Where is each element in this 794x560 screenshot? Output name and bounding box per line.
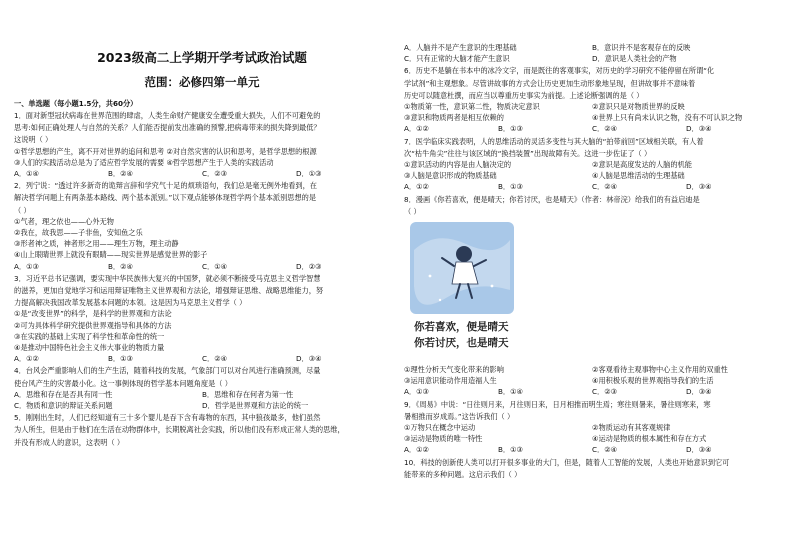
statement-option: ①是“改变世界”的科学，是科学的世界观和方法论 (14, 309, 172, 319)
choice-d: D．③④ (296, 354, 322, 364)
statement-option: ④世界上只有尚未认识之物，没有不可认识之物 (592, 113, 743, 123)
choice-row (404, 444, 780, 455)
question-10 (404, 457, 780, 480)
choice-a: A．思维和存在是否具有同一性 (14, 389, 113, 399)
question-text: 能带来的多种问题。这启示我们（ ） (404, 469, 522, 479)
question-text: 2．列宁说：“透过许多新奇的诡辩言辞和学究气十足的烦琐语句，我们总是毫无例外地看到，在 (14, 181, 317, 191)
question-text: 为人所生，但是由于他们在生活在动物群体中，长期脱离社会实践，所以他们没有形成正常人类的思维， (14, 425, 345, 435)
choice-b: B．意识并不是客观存在的反映 (592, 43, 691, 52)
question-text: 暑相推而岁成焉。”这告诉我们（ ） (404, 411, 515, 421)
statement-option: ③运动是物质的唯一特性 (404, 434, 483, 444)
question-6 (404, 65, 780, 134)
statement-row (404, 101, 780, 112)
statement-option: ④山上眼睛世界上就没有眼睛——现实世界是感觉世界的影子 (14, 250, 208, 260)
choice-b: B．①③ (108, 354, 134, 364)
choice-a: A．①③ (14, 261, 39, 271)
choice-c: C．②④ (592, 445, 618, 455)
question-text: （ ） (14, 205, 31, 215)
statement-option: ②意识是高度发达的人脑的机能 (592, 160, 692, 170)
choice-c: C．只有正常的大脑才能产生意识 (404, 54, 510, 64)
statement-row (404, 422, 780, 433)
statement-option: ③运用意识能动作用造福人生 (404, 376, 497, 386)
statement-option: ②可为具体科学研究提供世界观指导和具体的方法 (14, 320, 172, 330)
cartoon-raindrop (491, 285, 494, 288)
choice-c: C．物质和意识的辩证关系问题 (14, 401, 113, 411)
question-text: 7．医学临床实践表明，人的思维活动的灵活多变性与其大脑的“拍带前回”区域相关联，有人着 (404, 136, 704, 146)
choice-c: C．②④ (592, 124, 618, 134)
question-5 (14, 412, 390, 448)
choice-row (404, 53, 780, 64)
choice-a: A．①② (404, 445, 429, 455)
cartoon-illustration (406, 220, 518, 358)
question-8 (404, 194, 780, 398)
question-4 (14, 365, 390, 411)
choice-a: A．①③ (404, 387, 429, 397)
choice-b: B．①③ (498, 182, 524, 192)
statement-option: ④用积极乐观的世界观指导我们的生活 (592, 376, 714, 386)
question-text: 解决哲学问题上有两条基本路线、两个基本派别。”以下观点能够体现哲学两个基本派别思想的是 (14, 193, 317, 203)
choice-row (404, 386, 780, 397)
statement-option: ④运动是物质的根本属性和存在方式 (592, 434, 707, 444)
question-9 (404, 399, 780, 456)
question-text: 10．科技的创新使人类可以打开很多事业的大门，但是，随着人工智能的发展，人类也开始意识到它可 (404, 457, 730, 467)
question-text: 次“枯牛角尖”往往与该区域的“换挡装置”出现故障有关。这进一步佐证了（ ） (404, 148, 652, 158)
choice-d: D．③④ (686, 445, 712, 455)
question-2 (14, 180, 390, 272)
cartoon-girl-head (456, 246, 472, 262)
question-text: 历史可以随意杜撰，而应当以尊重历史事实为前提。上述论断强调的是（ ） (404, 90, 644, 100)
choice-c: C．②④ (202, 354, 228, 364)
choice-a: A．①② (14, 354, 39, 364)
choice-row (14, 353, 390, 364)
question-3 (14, 273, 390, 365)
question-7 (404, 136, 780, 193)
statement-option: ③形者神之质，神者形之用——理生万物，理主动静 (14, 239, 179, 249)
statement-option: ①理性分析天气变化带来的影响 (404, 365, 504, 375)
choice-d: D．意识是人类社会的产物 (592, 54, 677, 64)
statement-option: ②物质运动有其客观规律 (592, 423, 671, 433)
question-text: （ ） (404, 206, 421, 216)
statement-row (404, 375, 780, 386)
choice-c: C．②③ (592, 387, 618, 397)
choice-row (404, 42, 780, 53)
choice-row (14, 389, 390, 400)
choice-d: D．哲学是世界观和方法论的统一 (202, 401, 309, 411)
choice-c: C．②④ (592, 182, 618, 192)
question-text: 1．面对新型冠状病毒在世界范围的肆虐，人类生命财产健康安全遭受重大损失，人们不可避免的 (14, 111, 321, 120)
question-text: 并没有形成人的意识，这表明（ ） (14, 437, 125, 447)
choice-a: A．人脑并不是产生意识的生理基础 (404, 43, 517, 52)
choice-d: D．③④ (686, 182, 712, 192)
cartoon-caption-line-1: 你若喜欢，便是晴天 (414, 321, 509, 334)
statement-option: ③在实践的基础上实现了科学性和革命性的统一 (14, 331, 165, 341)
statement-row (404, 433, 780, 444)
statement-row (404, 170, 780, 181)
statement-option: ③意识和物质两者是相互依赖的 (404, 113, 504, 123)
statement-option: ①哲学思想的产生，离不开对世界的追问和思考 ②对自然灾害的认识和思考，是哲学思想的根源 (14, 146, 317, 156)
question-text: 9．《周易》中说：“日往则月来，月往则日来，日月相推而明生焉；寒往则暑来，暑往则寒来，寒 (404, 399, 711, 409)
statement-option: ①物质第一性，意识第二性，物质决定意识 (404, 102, 540, 112)
statement-option: ③人脑是意识形成的物质基础 (404, 171, 497, 181)
choice-row (404, 181, 780, 192)
right-column (404, 0, 780, 480)
choice-d: D．③④ (686, 124, 712, 134)
statement-row (404, 112, 780, 123)
question-text: 8．漫画《你若喜欢，便是晴天；你若讨厌，也是晴天》（作者：林帝浣）给我们的有益启迪是 (404, 194, 700, 204)
question-text: 力提高解决我国改革发展基本问题的本领。这是因为马克思主义哲学（ ） (14, 298, 247, 308)
question-text: 思考:如何正确处理人与自然的关系？人们能否提前发出准确的预警,把病毒带来的损失降到最低？ (14, 123, 321, 133)
choice-d: D．③④ (686, 387, 712, 397)
question-text: 的滋养，更加自觉地学习和运用辩证唯物主义世界观和方法论，增强辩证思维、战略思维能力，努 (14, 286, 324, 296)
choice-b: B．①③ (498, 124, 524, 134)
statement-option: ②我在，故我思——子非鱼，安知鱼之乐 (14, 228, 143, 238)
left-column (14, 0, 390, 448)
choice-b: B．②④ (108, 261, 134, 271)
exam-title: 2023级高二上学期开学考试政治试题 (97, 50, 307, 65)
choice-b: B．①③ (498, 445, 524, 455)
choice-b: B．②④ (108, 169, 134, 179)
statement-option: ②客观看待主观事物中心主义作用的双重性 (592, 365, 728, 375)
statement-option: ④人脑是思维活动的生理基础 (592, 171, 685, 181)
question-text: 6．历史不是躺在书本中的冰冷文字，而是既往的客观事实，对历史的学习研究不能停留在所谓“化 (404, 66, 715, 76)
exam-scope: 范围：必修四第一单元 (144, 75, 260, 89)
cartoon-raindrop (439, 299, 441, 301)
choice-c: C．①④ (202, 261, 228, 271)
cartoon-caption-line-2: 你若讨厌，也是晴天 (414, 337, 509, 350)
choice-b: B．①④ (498, 387, 524, 397)
statement-option: ①意识活动的内容是由人脑决定的 (404, 160, 512, 170)
choice-c: C．②③ (202, 169, 228, 179)
choice-d: D．②③ (296, 261, 322, 271)
statement-option: ④是推动中国特色社会主义伟大事业的物质力量 (14, 343, 165, 353)
question-text: 使台风产生的灾害最小化。这一事例体现的哲学基本问题角度是（ ） (14, 378, 232, 388)
choice-row (14, 261, 390, 272)
statement-row (404, 159, 780, 170)
statement-option: ①气者，理之依也——心外无物 (14, 216, 114, 226)
choice-row (14, 400, 390, 411)
question-text: 学试剂”和主观想象。尽管讲故事的方式会让历史更加生动形象地呈现，但讲故事并不意味着 (404, 78, 696, 88)
question-text: 4．台风会严重影响人们的生产生活，随着科技的发展，气象部门可以对台风进行准确预测，尽量 (14, 366, 321, 376)
choice-a: A．①② (404, 182, 429, 192)
question-text: 5．刚刚出生时，人们已经知道有三十多个婴儿是吞下含有毒物的东西，其中狼孩最多，他们虽然 (14, 413, 321, 423)
statement-option: ①万物只在概念中运动 (404, 423, 476, 433)
statement-option: ③人们的实践活动总是为了适应哲学发展的需要 ④哲学思想产生于人类的实践活动 (14, 157, 274, 167)
section-heading: 一、单选题（每小题1.5分，共60分） (14, 99, 138, 108)
question-text: 这说明（ ） (14, 135, 53, 145)
choice-a: A．①④ (14, 169, 39, 179)
question-1 (14, 110, 390, 179)
choice-a: A．①② (404, 124, 429, 134)
statement-option: ②意识只是对物质世界的反映 (592, 102, 685, 112)
choice-d: D．①③ (296, 169, 322, 179)
choice-row (14, 168, 390, 179)
choice-b: B．思维和存在何者为第一性 (202, 389, 294, 399)
cartoon-raindrop (429, 275, 432, 278)
statement-row (404, 364, 780, 375)
question-text: 3．习近平总书记强调，要实现中华民族伟大复兴的中国梦，就必须不断接受马克思主义哲学智慧 (14, 273, 321, 283)
choice-row (404, 123, 780, 134)
